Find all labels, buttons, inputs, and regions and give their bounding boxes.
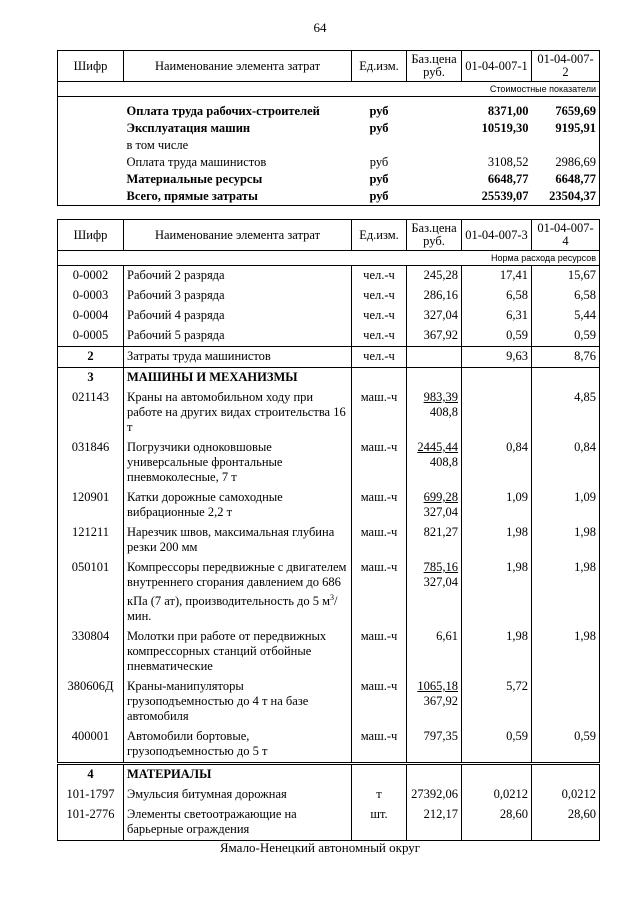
subheader: Стоимостные показатели (58, 82, 600, 97)
header-code: Шифр (58, 51, 124, 82)
section-heading-row: 4 МАТЕРИАЛЫ (58, 764, 600, 786)
header-name: Наименование элемента затрат (124, 220, 352, 251)
header-col-b: 01-04-007-4 (532, 220, 600, 251)
table-row: 0-0003 Рабочий 3 разряда чел.-ч 286,16 6,58 6,58 (58, 286, 600, 306)
table-row: Оплата труда машинистов руб 3108,52 2986,69 (126, 155, 596, 169)
table-row: 380606Д Краны-манипуляторы грузоподъемностью до 4 т на базе автомобиля маш.-ч 1065,18 367,92 5,72 (58, 677, 600, 727)
table-row: 101-1797 Эмульсия битумная дорожная т 27392,06 0,0212 0,0212 (58, 785, 600, 805)
table-row: 2 Затраты труда машинистов чел.-ч 9,63 8,76 (58, 347, 600, 368)
table-row: 050101 Компрессоры передвижные с двигателем внутреннего сгорания давлением до 686 кПа (7 ат), производительность до 5 $м^3$/мин. маш.-ч 785,16 327,04 1,98 1,98 (58, 558, 600, 627)
table-row: Материальные ресурсы руб 6648,77 6648,77 (126, 172, 596, 186)
header-base-price: Баз.цена руб. (407, 220, 462, 251)
cost-summary-table (57, 50, 600, 206)
table-row: 0-0004 Рабочий 4 разряда чел.-ч 327,04 6,31 5,44 (58, 306, 600, 326)
table-row: в том числе (126, 138, 189, 152)
table-row: Всего, прямые затраты руб 25539,07 23504,37 (126, 189, 596, 203)
header-base-price: Баз.цена руб. (407, 51, 462, 82)
resource-norms-table (57, 219, 600, 841)
table-row: 031846 Погрузчики одноковшовые универсальные фронтальные пневмоколесные, 7 т маш.-ч 2445,44 408,8 0,84 0,84 (58, 438, 600, 488)
subheader: Норма расхода ресурсов (58, 251, 600, 266)
header-unit: Ед.изм. (352, 220, 407, 251)
header-col-a: 01-04-007-3 (462, 220, 532, 251)
table-row: 121211 Нарезчик швов, максимальная глубина резки 200 мм маш.-ч 821,27 1,98 1,98 (58, 523, 600, 558)
subheader-row (58, 251, 600, 266)
header-col-a: 01-04-007-1 (462, 51, 532, 82)
header-name: Наименование элемента затрат (124, 51, 352, 82)
table-row: 021143 Краны на автомобильном ходу при работе на других видах строительства 16 т маш.-ч 983,39 408,8 4,85 (58, 388, 600, 438)
table-header-row (58, 220, 600, 251)
subheader-row (58, 82, 600, 97)
table-row: 101-2776 Элементы светоотражающие на барьерные ограждения шт. 212,17 28,60 28,60 (58, 805, 600, 841)
section-heading-row: 3 МАШИНЫ И МЕХАНИЗМЫ (58, 368, 600, 389)
header-unit: Ед.изм. (352, 51, 407, 82)
table-row: Оплата труда рабочих-строителей руб 8371,00 7659,69 (126, 104, 596, 118)
footer-region: Ямало-Ненецкий автономный округ (219, 840, 421, 855)
table-row: 0-0005 Рабочий 5 разряда чел.-ч 367,92 0,59 0,59 (58, 326, 600, 347)
table-row: Эксплуатация машин руб 10519,30 9195,91 (126, 121, 596, 135)
header-code: Шифр (58, 220, 124, 251)
header-col-b: 01-04-007-2 (532, 51, 600, 82)
table-row: 0-0002 Рабочий 2 разряда чел.-ч 245,28 17,41 15,67 (58, 266, 600, 287)
table-row: 120901 Катки дорожные самоходные вибрационные 2,2 т маш.-ч 699,28 327,04 1,09 1,09 (58, 488, 600, 523)
table-header-row (58, 51, 600, 82)
page-number: 64 (313, 20, 327, 35)
table-row: 400001 Автомобили бортовые, грузоподъемностью до 5 т маш.-ч 797,35 0,59 0,59 (58, 727, 600, 764)
table-row: 330804 Молотки при работе от передвижных компрессорных станций отбойные пневматические маш.-ч 6,61 1,98 1,98 (58, 627, 600, 677)
